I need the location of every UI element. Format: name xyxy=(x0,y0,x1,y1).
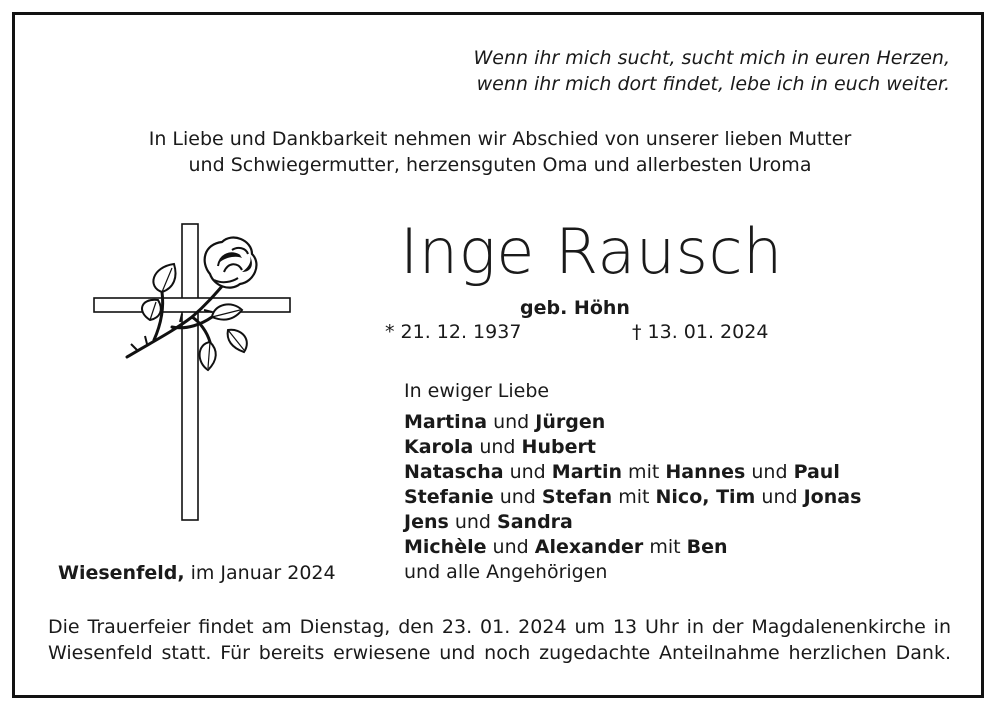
family-member-name: Hubert xyxy=(521,436,596,458)
family-heading: In ewiger Liebe xyxy=(404,380,550,402)
family-connector: und xyxy=(486,536,535,558)
family-member-name: Nico, Tim xyxy=(655,486,756,508)
family-member-name: Natascha xyxy=(404,461,504,483)
mourners-list xyxy=(404,379,861,585)
family-line xyxy=(404,435,861,460)
place: Wiesenfeld, xyxy=(58,562,185,584)
family-member-name: Jens xyxy=(404,511,449,533)
family-line xyxy=(404,460,861,485)
place-and-date xyxy=(58,562,336,584)
quote-line: wenn ihr mich dort findet, lebe ich in euch weiter. xyxy=(476,73,950,95)
family-line xyxy=(404,485,861,510)
family-member-name: Sandra xyxy=(497,511,573,533)
family-line xyxy=(404,535,861,560)
family-member-name: Jürgen xyxy=(535,411,606,433)
intro-line: und Schwiegermutter, herzensguten Oma und allerbesten Uroma xyxy=(188,154,812,176)
memorial-quote xyxy=(474,45,950,97)
family-connector: und xyxy=(487,411,536,433)
family-member-name: Alexander xyxy=(534,536,644,558)
deceased-name: Inge Rausch xyxy=(400,215,783,288)
family-connector: und xyxy=(755,486,804,508)
family-member-name: Jonas xyxy=(803,486,862,508)
intro-line: In Liebe und Dankbarkeit nehmen wir Abschied von unserer lieben Mutter xyxy=(148,128,852,150)
family-line xyxy=(404,410,861,435)
family-connector: und xyxy=(493,486,542,508)
maiden-name: geb. Höhn xyxy=(520,297,630,319)
family-connector: und xyxy=(745,461,794,483)
date: im Januar 2024 xyxy=(184,562,336,584)
family-connector: und xyxy=(448,511,498,533)
family-member-name: Stefanie xyxy=(404,486,494,508)
death-date: † 13. 01. 2024 xyxy=(632,321,769,343)
family-connector: mit xyxy=(612,486,656,508)
family-lines xyxy=(404,410,861,560)
family-member-name: Ben xyxy=(686,536,728,558)
family-member-name: Martin xyxy=(551,461,623,483)
family-member-name: Michèle xyxy=(404,536,487,558)
family-line xyxy=(404,510,861,535)
quote-line: Wenn ihr mich sucht, sucht mich in euren Herzen, xyxy=(473,47,950,69)
funeral-info-line: Die Trauerfeier findet am Dienstag, den 23. 01. 2024 um 13 Uhr in der Magdalenenkirche in xyxy=(48,616,951,638)
family-connector: mit xyxy=(643,536,687,558)
intro-text xyxy=(0,126,1000,178)
birth-date: * 21. 12. 1937 xyxy=(385,321,522,343)
family-closing: und alle Angehörigen xyxy=(404,561,608,583)
family-member-name: Karola xyxy=(404,436,474,458)
family-member-name: Hannes xyxy=(665,461,746,483)
funeral-info xyxy=(48,614,951,666)
family-member-name: Paul xyxy=(793,461,840,483)
cross-with-rose-icon xyxy=(92,222,292,522)
funeral-info-line: Wiesenfeld statt. Für bereits erwiesene und noch zugedachte Anteilnahme herzlichen Dank. xyxy=(48,642,951,664)
family-member-name: Martina xyxy=(404,411,488,433)
family-connector: mit xyxy=(622,461,666,483)
family-member-name: Stefan xyxy=(541,486,613,508)
family-connector: und xyxy=(473,436,522,458)
family-connector: und xyxy=(503,461,552,483)
